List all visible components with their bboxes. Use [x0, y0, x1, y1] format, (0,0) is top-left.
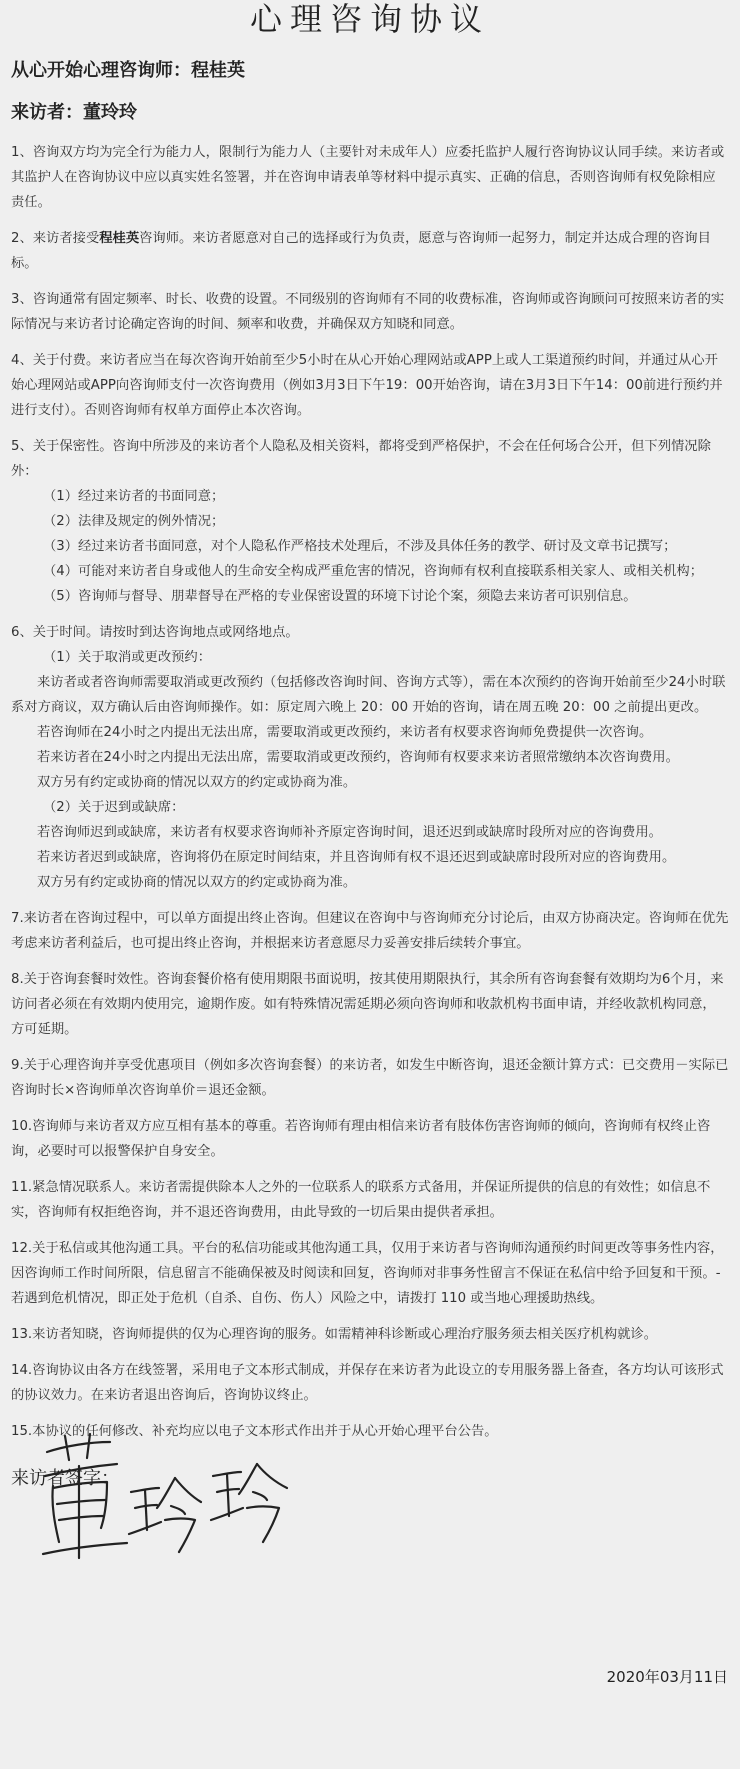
clause-5-item: （4）可能对来访者自身或他人的生命安全构成严重危害的情况，咨询师有权利直接联系相关家人、或相关机构； — [43, 564, 704, 579]
handwritten-signature — [35, 1430, 295, 1570]
clause-13-text: 13.来访者知晓，咨询师提供的仅为心理咨询的服务。如需精神科诊断或心理治疗服务须去相关医疗机构就诊。 — [11, 1327, 658, 1342]
clause-14-text: 14.咨询协议由各方在线签署，采用电子文本形式制成，并保存在来访者为此设立的专用服务器上备查，各方均认可该形式的协议效力。在来访者退出咨询后，咨询协议终止。 — [11, 1363, 724, 1403]
clause-7-text: 7.来访者在咨询过程中，可以单方面提出终止咨询。但建议在咨询中与咨询师充分讨论后，由双方协商决定。咨询师在优先考虑来访者利益后，也可提出终止咨询，并根据来访者意愿尽力妥善安排后续转介事宜。 — [11, 911, 729, 951]
clause-6-para: 双方另有约定或协商的情况以双方的约定或协商为准。 — [37, 875, 357, 890]
clause-6-sub-cancel: （1）关于取消或更改预约： — [43, 650, 212, 665]
clause-4 — [11, 348, 729, 423]
sign-date: 2020年03月11日 — [606, 1668, 728, 1686]
agreement-clauses — [11, 140, 729, 1444]
clause-5 — [11, 434, 729, 609]
clause-13 — [11, 1322, 729, 1347]
client-line: 来访者：董玲玲 — [11, 102, 137, 123]
clause-10-text: 10.咨询师与来访者双方应互相有基本的尊重。若咨询师有理由相信来访者有肢体伤害咨询师的倾向，咨询师有权终止咨询，必要时可以报警保护自身安全。 — [11, 1119, 711, 1159]
clause-8 — [11, 967, 729, 1042]
clause-6-intro: 6、关于时间。请按时到达咨询地点或网络地点。 — [11, 625, 299, 640]
clause-1 — [11, 140, 729, 215]
clause-6-para: 双方另有约定或协商的情况以双方的约定或协商为准。 — [37, 775, 357, 790]
clause-9 — [11, 1053, 729, 1103]
clause-5-item: （5）咨询师与督导、朋辈督导在严格的专业保密设置的环境下讨论个案，须隐去来访者可识别信息。 — [43, 589, 637, 604]
clause-14 — [11, 1358, 729, 1408]
counselor-name-highlight: 程桂英 — [99, 231, 140, 246]
clause-2 — [11, 226, 729, 276]
clause-5-intro: 5、关于保密性。咨询中所涉及的来访者个人隐私及相关资料，都将受到严格保护，不会在任何场合公开，但下列情况除外： — [11, 439, 711, 479]
clause-11-text: 11.紧急情况联系人。来访者需提供除本人之外的一位联系人的联系方式备用，并保证所提供的信息的有效性；如信息不实，咨询师有权拒绝咨询，并不退还咨询费用，由此导致的一切后果由提供者承担。 — [11, 1180, 711, 1220]
clause-6-para: 若咨询师迟到或缺席，来访者有权要求咨询师补齐原定咨询时间，退还迟到或缺席时段所对应的咨询费用。 — [37, 825, 662, 840]
clause-10 — [11, 1114, 729, 1164]
page-title: 心理咨询协议 — [249, 0, 490, 38]
clause-12-text: 12.关于私信或其他沟通工具。平台的私信功能或其他沟通工具，仅用于来访者与咨询师沟通预约时间更改等事务性内容，因咨询师工作时间所限，信息留言不能确保被及时阅读和回复，咨询师对非事务性留言不保证在私信中给予回复和干预。- 若遇到危机情况，即正处于危机（自杀、自伤、伤人）风险之中，请拨打 110 或当地心理援助热线。 — [11, 1241, 724, 1306]
clause-11 — [11, 1175, 729, 1225]
signature-label: 来访者签字： — [11, 1468, 119, 1489]
clause-9-text: 9.关于心理咨询并享受优惠项目（例如多次咨询套餐）的来访者，如发生中断咨询，退还金额计算方式：已交费用－实际已咨询时长×咨询师单次咨询单价＝退还金额。 — [11, 1058, 729, 1098]
clause-7 — [11, 906, 729, 956]
clause-6-para: 来访者或者咨询师需要取消或更改预约（包括修改咨询时间、咨询方式等），需在本次预约的咨询开始前至少24小时联系对方商议，双方确认后由咨询师操作。如：原定周六晚上 20：00 开始的咨询，请在周五晚 20：00 之前提出更改。 — [11, 675, 726, 715]
clause-5-item: （3）经过来访者书面同意，对个人隐私作严格技术处理后，不涉及具体任务的教学、研讨及文章书记撰写； — [43, 539, 677, 554]
clause-3-text: 3、咨询通常有固定频率、时长、收费的设置。不同级别的咨询师有不同的收费标准，咨询师或咨询顾问可按照来访者的实际情况与来访者讨论确定咨询的时间、频率和收费，并确保双方知晓和同意。 — [11, 292, 725, 332]
clause-6-para: 若来访者在24小时之内提出无法出席，需要取消或更改预约，咨询师有权要求来访者照常缴纳本次咨询费用。 — [37, 750, 679, 765]
clause-6-para: 若咨询师在24小时之内提出无法出席，需要取消或更改预约，来访者有权要求咨询师免费提供一次咨询。 — [37, 725, 653, 740]
clause-2-text — [11, 226, 729, 276]
clause-8-text: 8.关于咨询套餐时效性。咨询套餐价格有使用期限书面说明，按其使用期限执行，其余所有咨询套餐有效期均为6个月，来访问者必须在有效期内使用完，逾期作废。如有特殊情况需延期必须向咨询师和收款机构书面申请，并经收款机构同意，方可延期。 — [11, 972, 724, 1037]
counselor-line: 从心开始心理咨询师：程桂英 — [11, 60, 245, 81]
clause-2-post: 咨询师。来访者愿意对自己的选择或行为负责，愿意与咨询师一起努力，制定并达成合理的咨询目标。 — [11, 231, 711, 271]
clause-4-text: 4、关于付费。来访者应当在每次咨询开始前至少5小时在从心开始心理网站或APP上或人工渠道预约时间，并通过从心开始心理网站或APP向咨询师支付一次咨询费用（例如3月3日下午19：00开始咨询，请在3月3日下午14：00前进行预约并进行支付）。否则咨询师有权单方面停止本次咨询。 — [11, 353, 723, 418]
clause-5-item: （2）法律及规定的例外情况； — [43, 514, 225, 529]
clause-1-text: 1、咨询双方均为完全行为能力人，限制行为能力人（主要针对未成年人）应委托监护人履行咨询协议认同手续。来访者或其监护人在咨询协议中应以真实姓名签署，并在咨询申请表单等材料中提示真实、正确的信息，否则咨询师有权免除相应责任。 — [11, 145, 725, 210]
clause-6-para: 若来访者迟到或缺席，咨询将仍在原定时间结束，并且咨询师有权不退还迟到或缺席时段所对应的咨询费用。 — [37, 850, 676, 865]
clause-6-sub-late: （2）关于迟到或缺席： — [43, 800, 185, 815]
clause-12 — [11, 1236, 729, 1311]
clause-15-text: 15.本协议的任何修改、补充均应以电子文本形式作出并于从心开始心理平台公告。 — [11, 1424, 498, 1439]
clause-6 — [11, 620, 729, 895]
clause-3 — [11, 287, 729, 337]
clause-2-pre: 2、来访者接受 — [11, 231, 100, 246]
clause-5-item: （1）经过来访者的书面同意； — [43, 489, 225, 504]
